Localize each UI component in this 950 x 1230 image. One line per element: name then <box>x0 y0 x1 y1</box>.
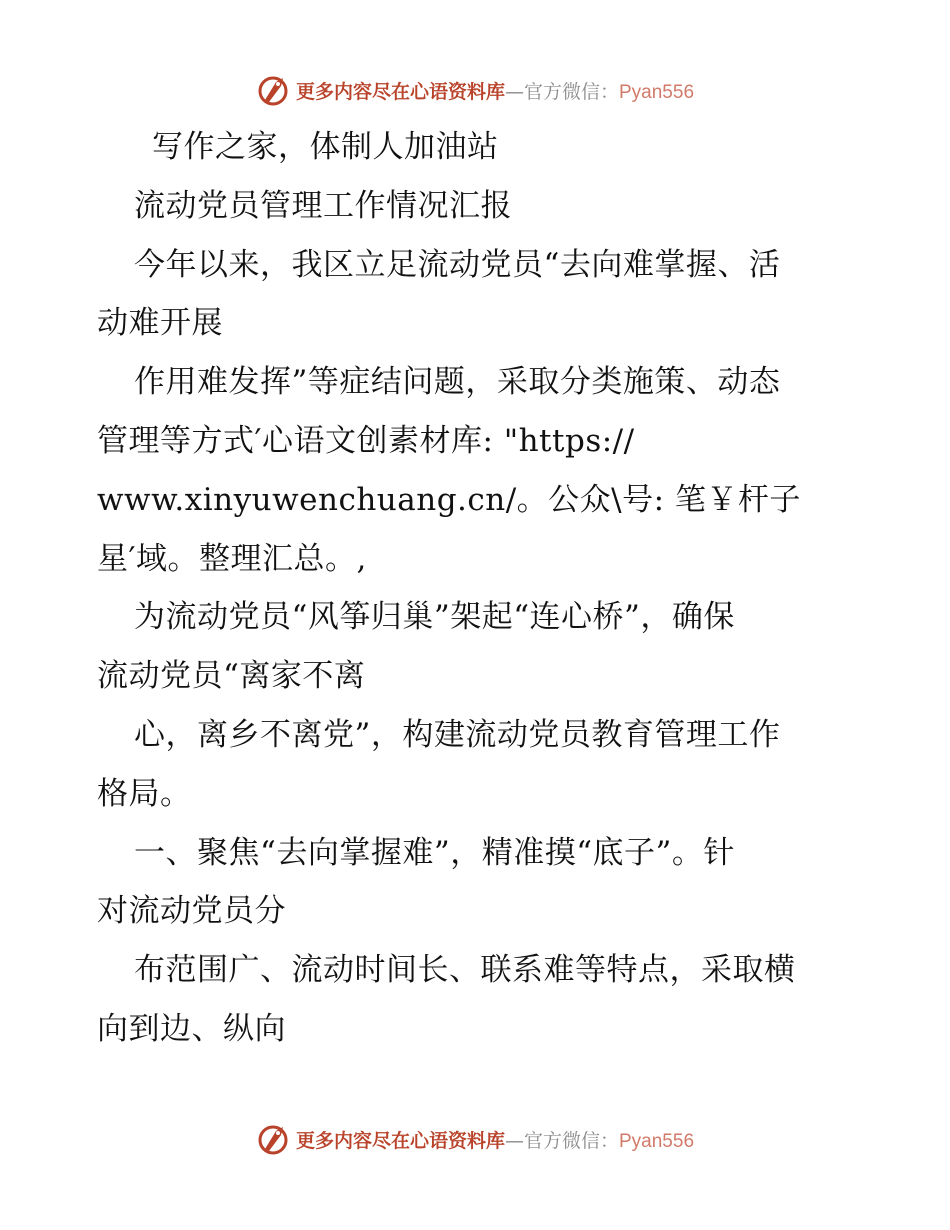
header-banner <box>0 68 950 112</box>
banner-wechat-id: Pyan556 <box>619 81 695 103</box>
document-body <box>97 118 857 1059</box>
doc-line: 流动党员“离家不离 <box>97 658 366 695</box>
banner-separator: — <box>504 80 524 103</box>
doc-title: 流动党员管理工作情况汇报 <box>134 187 512 224</box>
doc-line: 今年以来，我区立足流动党员“去向难掌握、活 <box>134 246 781 283</box>
doc-line: 管理等方式′心语文创素材库: "https:// <box>97 422 635 459</box>
doc-line: 对流动党员分 <box>97 893 286 930</box>
doc-line: 为流动党员“风筝归巢”架起“连心桥”，确保 <box>134 599 735 636</box>
doc-line: 格局。 <box>97 775 192 812</box>
footer-banner <box>0 1117 950 1161</box>
doc-line: 布范围广、流动时间长、联系难等特点，采取横 <box>134 952 796 989</box>
doc-line: 星′域。整理汇总。, <box>97 540 367 577</box>
banner-main-text: 更多内容尽在心语资料库 <box>295 1129 505 1152</box>
doc-line: 向到边、纵向 <box>97 1010 286 1047</box>
doc-line: 一、聚焦“去向掌握难”，精准摸“底子”。针 <box>134 834 735 871</box>
doc-line: 动难开展 <box>97 305 223 342</box>
banner-wechat-id: Pyan556 <box>619 1130 695 1152</box>
banner-text <box>296 1126 694 1153</box>
banner-separator: — <box>504 1129 524 1152</box>
pen-nib-circle-icon <box>256 72 292 108</box>
banner-main-text: 更多内容尽在心语资料库 <box>295 80 505 103</box>
doc-line: 写作之家，体制人加油站 <box>152 129 499 165</box>
doc-line: 作用难发挥”等症结问题，采取分类施策、动态 <box>134 364 781 401</box>
pen-nib-circle-icon <box>256 1121 292 1157</box>
doc-line: 心，离乡不离党”，构建流动党员教育管理工作 <box>134 716 781 753</box>
banner-text <box>296 77 694 104</box>
doc-line: www.xinyuwenchuang.cn/。公众\号: 笔￥杆子 <box>97 481 801 518</box>
banner-wechat-label: 官方微信： <box>523 1129 619 1152</box>
banner-wechat-label: 官方微信： <box>523 80 619 103</box>
